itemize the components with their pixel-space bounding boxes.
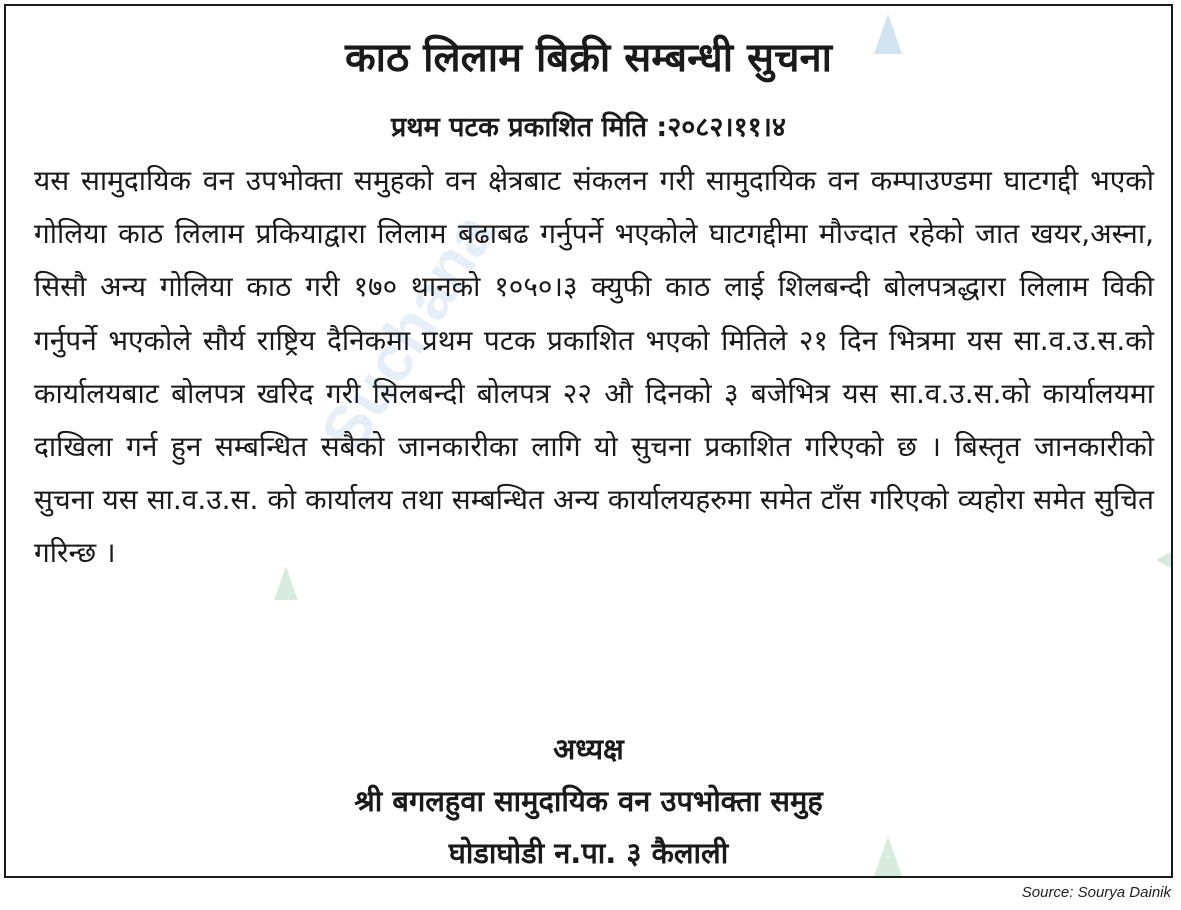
organization-name: श्री बगलहुवा सामुदायिक वन उपभोक्ता समुह (354, 784, 823, 818)
publication-date: प्रथम पटक प्रकाशित मिति :२०८२।११।४ (391, 112, 786, 143)
source-credit: Source: Sourya Dainik (1021, 884, 1171, 901)
notice-body: यस सामुदायिक वन उपभोक्ता समुहको वन क्षेत्रबाट संकलन गरी सामुदायिक वन कम्पाउण्डमा घाटगद्दी भएको गोलिया काठ लिलाम प्रकियाद्वारा लिलाम बढाबढ गर्नुपर्ने भएकोले घाटगद्दीमा मौज्दात रहेको जात खयर,अस्ना, सिसौ अन्य गोलिया काठ गरी १७० थानको १०५०।३ क्युफी काठ लाई शिलबन्दी बोलपत्रद्धारा लिलाम विकी गर्नुपर्ने भएकोले सौर्य राष्ट्रिय दैनिकमा प्रथम पटक प्रकाशित भएको मितिले २१ दिन भित्रमा यस सा.व.उ.स.को कार्यालयबाट बोलपत्र खरिद गरी सिलबन्दी बोलपत्र २२ औ दिनको ३ बजेभित्र यस सा.व.उ.स.को कार्यालयमा दाखिला गर्न हुन सम्बन्धित सबैको जानकारीका लागि यो सुचना प्रकाशित गरिएको छ । बिस्तृत जानकारीको सुचना यस सा.व.उ.स. को कार्यालय तथा सम्बन्धित अन्य कार्यालयहरुमा समेत टाँस गरिएको व्यहोरा समेत सुचित गरिन्छ । (34, 164, 1154, 570)
notice-title: काठ लिलाम बिक्री सम्बन्धी सुचना (344, 35, 833, 81)
organization-location: घोडाघोडी न.पा. ३ कैलाली (448, 836, 729, 870)
watermark-logo: Suchana (306, 200, 510, 465)
notice-box (4, 4, 1173, 878)
watermark-arrow-icon (1156, 546, 1173, 574)
signatory-title: अध्यक्ष (553, 732, 624, 766)
